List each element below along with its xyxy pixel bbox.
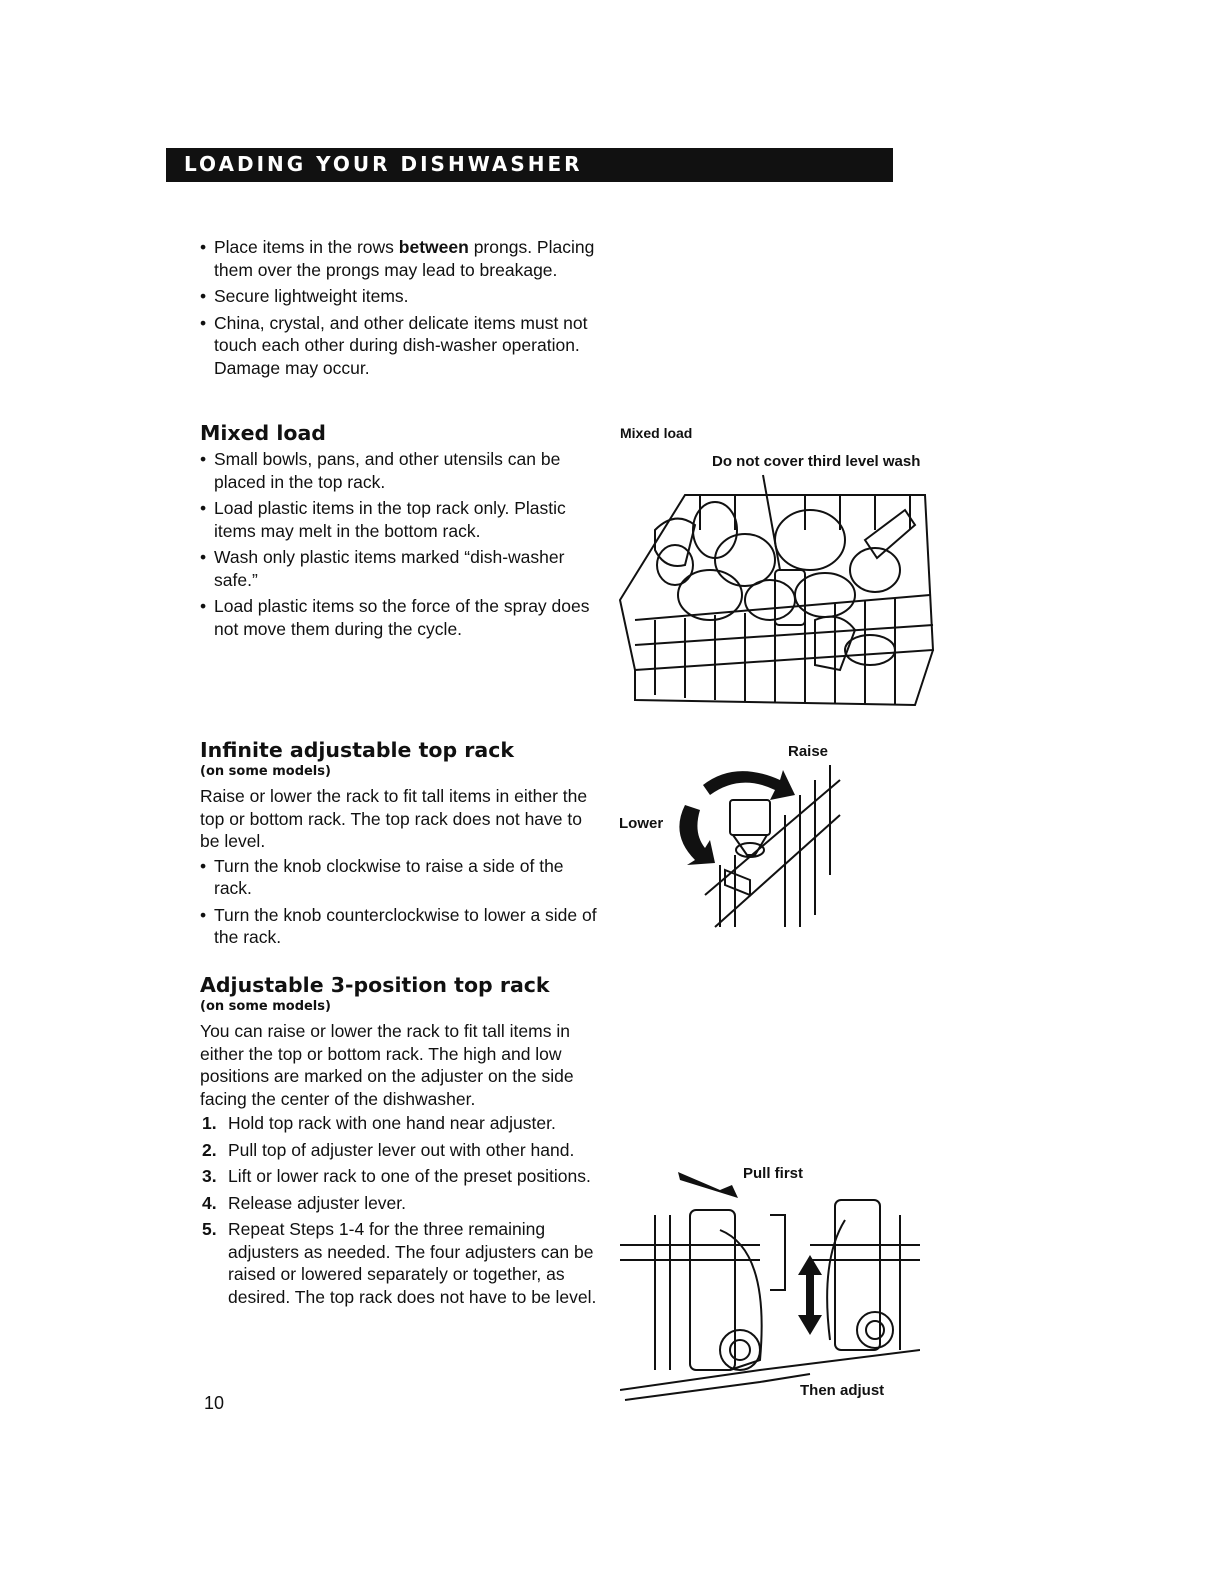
then-adjust-label: Then adjust (800, 1382, 885, 1399)
step-item: 1. Hold top rack with one hand near adjuster. (202, 1113, 556, 1133)
three-position-paragraph: You can raise or lower the rack to fit tall items in either the top or bottom rack. The high and low positions are marked on the adjuster on the side facing the center of the dishwasher. (200, 1021, 574, 1109)
list-item: • Turn the knob clockwise to raise a side of the rack. (200, 855, 600, 900)
list-item: • China, crystal, and other delicate items must not touch each other during dish-washer operation. Damage may occur. (200, 312, 600, 380)
three-position-heading: Adjustable 3-position top rack (200, 973, 550, 997)
three-position-steps (200, 1112, 600, 1308)
list-item: • Place items in the rows between prongs. Placing them over the prongs may lead to breakage. (200, 236, 600, 281)
list-item: • Load plastic items in the top rack only. Plastic items may melt in the bottom rack. (200, 497, 600, 542)
mixed-load-heading: Mixed load (200, 421, 326, 445)
step-item: 3. Lift or lower rack to one of the preset positions. (202, 1166, 591, 1186)
list-item: • Turn the knob counterclockwise to lower a side of the rack. (200, 904, 600, 949)
infinite-rack-bullet-list (200, 855, 600, 949)
intro-bullet-list (200, 236, 600, 379)
mixed-load-section (200, 420, 600, 644)
three-position-section (200, 972, 600, 1312)
step-item: 2. Pull top of adjuster lever out with other hand. (202, 1139, 575, 1160)
third-level-wash-callout: Do not cover third level wash (712, 453, 921, 470)
list-item: • Load plastic items so the force of the spray does not move them during the cycle. (200, 595, 600, 640)
three-position-subheading: (on some models) (200, 999, 331, 1014)
infinite-rack-paragraph: Raise or lower the rack to fit tall items in either the top or bottom rack. The top rack does not have to be level. (200, 786, 588, 851)
intro-section (200, 236, 600, 383)
three-position-adjuster-illustration (620, 1160, 920, 1405)
lower-label: Lower (619, 815, 664, 832)
page-number: 10 (204, 1393, 225, 1413)
mixed-load-figure-caption: Mixed load (620, 425, 693, 441)
mixed-load-rack-illustration (615, 470, 940, 710)
section-header-bar (166, 148, 893, 182)
step-item: 4. Release adjuster lever. (202, 1192, 407, 1213)
infinite-rack-section (200, 737, 600, 953)
knob-adjuster-illustration (675, 755, 850, 930)
infinite-rack-heading: Infinite adjustable top rack (200, 738, 515, 762)
pull-first-label: Pull first (743, 1165, 804, 1182)
mixed-load-bullet-list (200, 448, 600, 640)
raise-label: Raise (788, 743, 829, 760)
section-title: LOADING YOUR DISHWASHER (184, 152, 583, 176)
list-item: • Secure lightweight items. (200, 285, 600, 308)
infinite-rack-subheading: (on some models) (200, 764, 331, 779)
step-item: 5. Repeat Steps 1-4 for the three remaining adjusters as needed. The four adjusters can be raised or lowered separately or together, as desired. The top rack does not have to be level. (202, 1219, 597, 1307)
list-item: • Wash only plastic items marked “dish-washer safe.” (200, 546, 600, 591)
list-item: • Small bowls, pans, and other utensils can be placed in the top rack. (200, 448, 600, 493)
